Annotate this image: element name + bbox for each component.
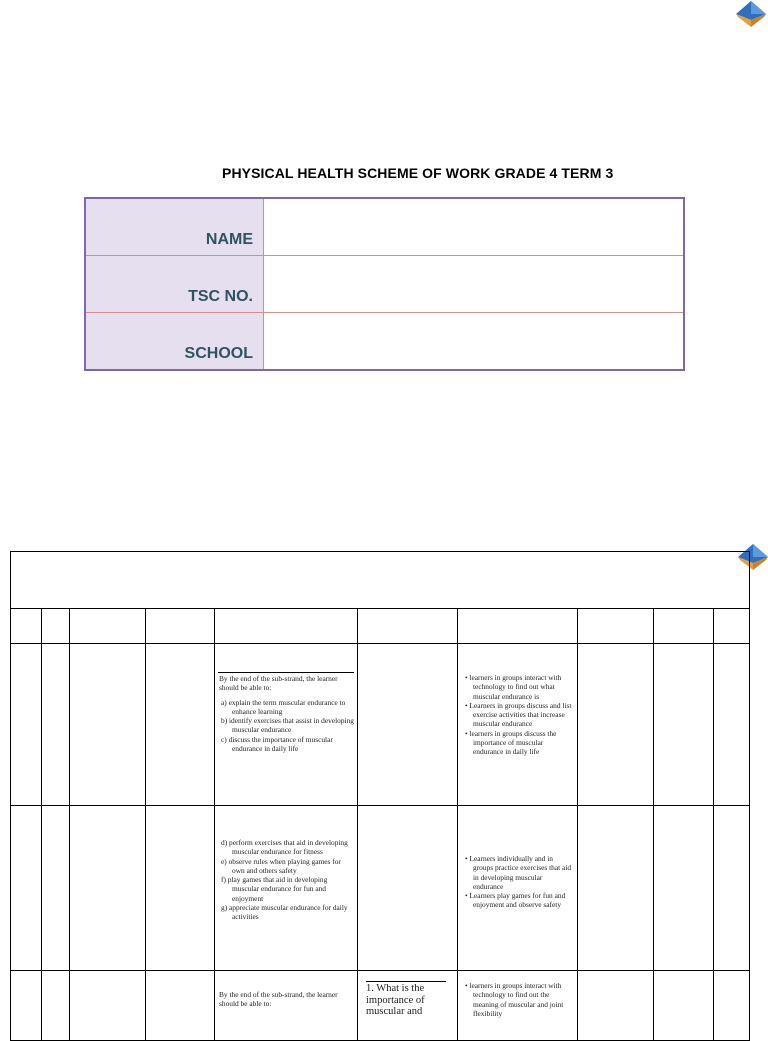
column-divider xyxy=(577,609,578,1040)
teacher-info-table xyxy=(84,197,685,371)
scheme-header-row xyxy=(11,552,749,609)
objective-item: d) perform exercises that aid in developing muscular endurance for fitness xyxy=(221,838,348,857)
name-field[interactable] xyxy=(264,198,685,256)
objective-item: a) explain the term muscular endurance to enhance learning xyxy=(221,697,346,716)
experience-item: • learners in groups discuss the importance of muscular endurance in daily life xyxy=(465,728,557,757)
text-rule xyxy=(218,672,354,673)
objective-item: g) appreciate muscular endurance for daily activities xyxy=(221,903,348,922)
objective-item: c) discuss the importance of muscular endurance in daily life xyxy=(221,734,333,754)
table-row xyxy=(11,644,749,806)
diamond-logo-icon xyxy=(734,0,768,28)
experience-item: • learners in groups interact with technology to find out the meaning of muscular and joint flexibility xyxy=(465,981,564,1018)
column-divider xyxy=(457,609,458,1040)
table-row xyxy=(11,806,749,971)
column-divider xyxy=(145,609,146,1040)
name-label: NAME xyxy=(85,198,264,256)
column-divider xyxy=(214,609,215,1040)
outcomes-intro: By the end of the sub-strand, the learner should be able to: xyxy=(219,990,338,1009)
name-row xyxy=(85,198,684,256)
learning-outcomes-cell xyxy=(219,990,354,1009)
learning-experiences-cell xyxy=(463,981,573,1018)
scheme-of-work-table xyxy=(10,551,750,1041)
tsc-label: TSC NO. xyxy=(85,256,264,313)
experience-item: • learners in groups interact with technology to find out what muscular endurance is xyxy=(465,673,562,701)
column-divider xyxy=(653,609,654,1040)
objective-item: e) observe rules when playing games for own and others safety xyxy=(221,856,341,875)
school-field[interactable] xyxy=(264,313,685,371)
school-label: SCHOOL xyxy=(85,313,264,371)
column-divider xyxy=(357,609,358,1040)
column-divider xyxy=(41,609,42,1040)
text-rule xyxy=(366,981,446,982)
column-divider xyxy=(713,609,714,1040)
tsc-row xyxy=(85,256,684,313)
learning-experiences-cell xyxy=(463,673,573,757)
document-title: PHYSICAL HEALTH SCHEME OF WORK GRADE 4 TERM 3 xyxy=(222,165,614,181)
key-inquiry-question: 1. What is the importance of muscular and xyxy=(366,983,425,1017)
school-row xyxy=(85,313,684,371)
objective-item: f) play games that aid in developing muscular endurance for fun and enjoyment xyxy=(221,875,328,903)
learning-outcomes-cell xyxy=(219,838,354,922)
experience-item: • Learners play games for fun and enjoyment and observe safety xyxy=(465,891,566,910)
experience-item: • Learners in groups discuss and list exercise activities that increase muscular endurance xyxy=(465,700,572,729)
learning-experiences-cell xyxy=(463,854,573,910)
learning-outcomes-cell xyxy=(219,674,354,753)
tsc-field[interactable] xyxy=(264,256,685,313)
column-header-row xyxy=(11,609,749,644)
experience-item: • Learners individually and in groups practice exercises that aid in developing muscular endurance xyxy=(465,854,572,891)
objective-item: b) identify exercises that assist in developing muscular endurance xyxy=(221,716,354,735)
outcomes-intro: By the end of the sub-strand, the learner should be able to: xyxy=(219,674,338,693)
column-divider xyxy=(69,609,70,1040)
